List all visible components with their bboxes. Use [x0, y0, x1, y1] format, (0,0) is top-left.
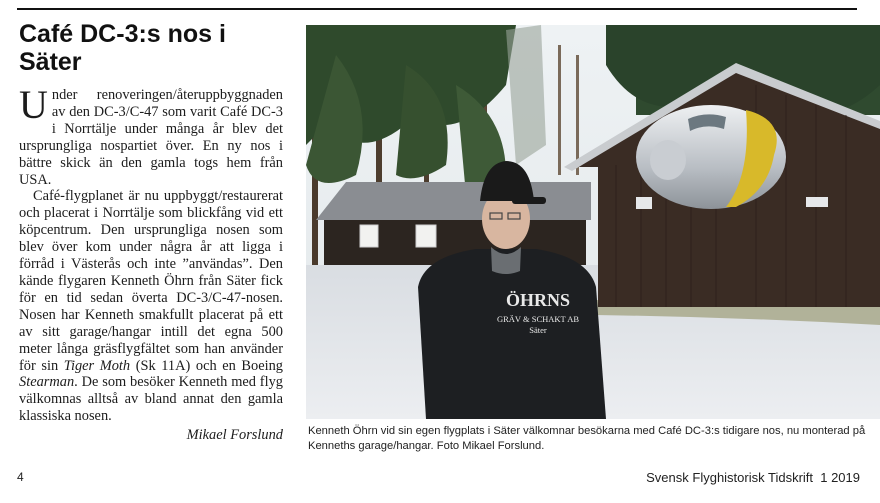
article-paragraph-1: Under renoveringen/återuppbyggnaden av den DC-3/C-47 som varit Café DC-3 i Norrtälje under många år blev det ursprungliga nospartiet över. En ny nos i bättre skick än den gamla togs hem från USA. [19, 82, 283, 188]
article-headline: Café DC-3:s nos i Säter [19, 20, 226, 76]
journal-footer: Svensk Flyghistorisk Tidskrift 1 2019 [646, 470, 860, 485]
sweater-text-line2: GRÄV & SCHAKT AB [496, 314, 580, 324]
article-byline: Mikael Forslund [186, 427, 283, 444]
dc3-nose [636, 105, 786, 209]
photo-caption: Kenneth Öhrn vid sin egen flygplats i Säter välkomnar besökarna med Café DC-3:s tidigare nos, nu monterad på Kenneths garage/hangar. Foto Mikael Forslund. [308, 425, 866, 452]
article-photo [306, 25, 880, 419]
page-number: 4 [17, 470, 24, 484]
sweater-text-line3: Säter [529, 325, 547, 335]
drop-cap: U [19, 82, 48, 127]
article-body [19, 82, 283, 444]
top-rule [17, 8, 857, 10]
sweater-text-line1: ÖHRNS [505, 290, 571, 310]
article-paragraph-2: Café-flygplanet är nu uppbyggt/restaurerat och placerat i Norrtälje som blickfång vid ett köpcentrum. Den ursprungliga nosen som blev över kom under några år att ligga i förråd i Västerås och inte ”användas”. Den kände flygaren Kenneth Öhrn från Säter fick för en tid sedan överta DC-3/C-47-nosen. Nosen har Kenneth smakfullt placerat på ett av sitt garage/hangar intill det egna 500 meter långa gräsflygfältet som han använder för sin Tiger Moth (Sk 11A) och en Boeing Stearman. De som besöker Kenneth med flyg välkomnas alltså av bland annat den gamla klassiska nosen. [19, 188, 283, 425]
photo-illustration [306, 25, 880, 419]
